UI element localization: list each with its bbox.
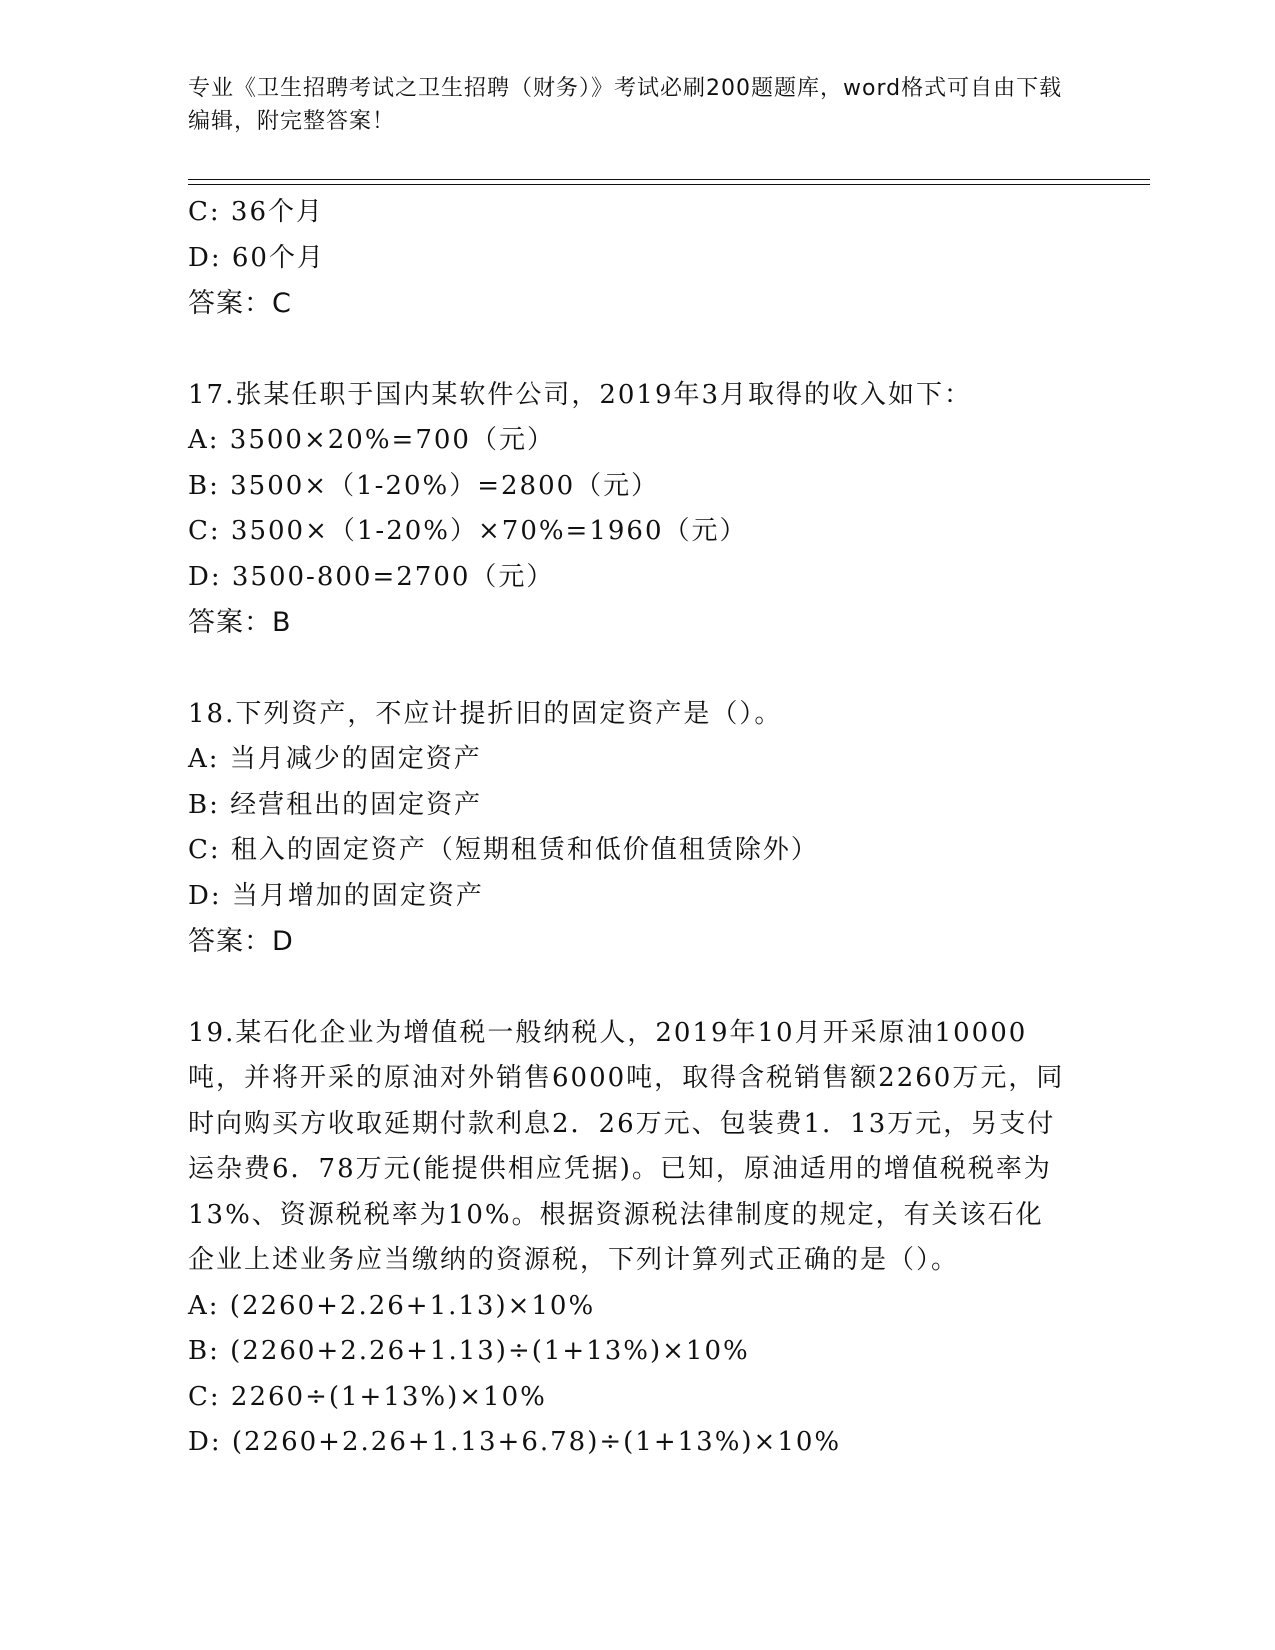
option-a: A: 当月减少的固定资产: [188, 744, 482, 774]
option-c: C: 2260÷(1+13%)×10%: [188, 1381, 547, 1412]
question-stem: 18.下列资产，不应计提折旧的固定资产是（）。: [188, 698, 783, 729]
spacer: [188, 965, 1068, 1011]
option-a: A: (2260+2.26+1.13)×10%: [188, 1290, 596, 1321]
option-b: B: (2260+2.26+1.13)÷(1+13%)×10%: [188, 1336, 750, 1366]
spacer: [188, 646, 1068, 692]
option-d: D: 60个月: [188, 242, 325, 273]
option-a: A: 3500×20%=700（元）: [188, 425, 555, 455]
question-16-tail: [188, 190, 1068, 327]
question-18: [188, 692, 1068, 965]
option-d: D: (2260+2.26+1.13+6.78)÷(1+13%)×10%: [188, 1427, 842, 1457]
question-17: [188, 373, 1068, 646]
option-b: B: 3500×（1-20%）=2800（元）: [188, 470, 660, 501]
header-rule-top: [188, 179, 1150, 180]
document-header: 专业《卫生招聘考试之卫生招聘（财务）》考试必刷200题题库，word格式可自由下载编辑，附完整答案！: [188, 76, 1063, 134]
answer-line: 答案：B: [188, 607, 292, 638]
answer-line: 答案：D: [188, 926, 294, 957]
option-c: C: 3500×（1-20%）×70%=1960（元）: [188, 516, 748, 546]
option-d: D: 3500-800=2700（元）: [188, 561, 555, 592]
header-rule-bottom: [188, 184, 1150, 185]
question-content: [188, 190, 1068, 1466]
question-stem: 17.张某任职于国内某软件公司，2019年3月取得的收入如下：: [188, 379, 973, 410]
question-stem: 19.某石化企业为增值税一般纳税人，2019年10月开采原油10000吨，并将开采的原油对外销售6000吨，取得含税销售额2260万元，同时向购买方收取延期付款利息2．26万元、包装费1．13万元，另支付运杂费6．78万元(能提供相应凭据)。已知，原油适用的增值税税率为13%、资源税税率为10%。根据资源税法律制度的规定，有关该石化企业上述业务应当缴纳的资源税，下列计算列式正确的是（）。: [188, 1017, 1065, 1275]
question-19: [188, 1011, 1068, 1466]
option-b: B: 经营租出的固定资产: [188, 789, 483, 820]
option-c: C: 36个月: [188, 197, 325, 227]
answer-line: 答案：C: [188, 288, 292, 319]
option-c: C: 租入的固定资产（短期租赁和低价值租赁除外）: [188, 835, 819, 865]
spacer: [188, 327, 1068, 373]
option-d: D: 当月增加的固定资产: [188, 880, 484, 911]
